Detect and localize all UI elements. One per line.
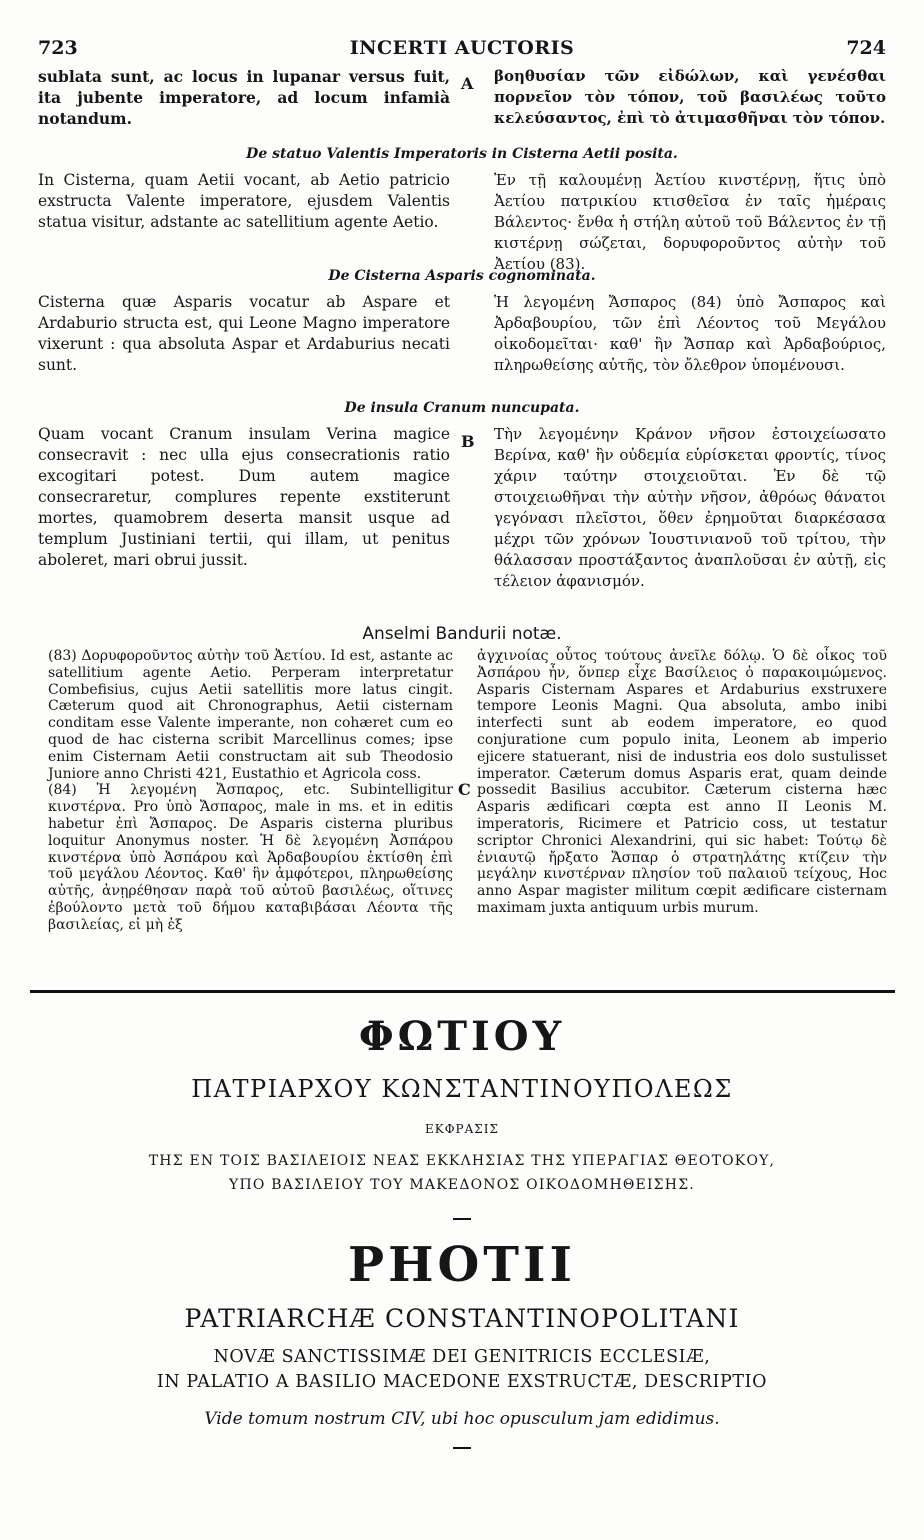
greek-text-continuation: βοηθυσίαν τῶν εἰδώλων, καὶ γενέσθαι πορνεῖον τὸν τόπον, τοῦ βασιλέως τοῦτο κελεύσαντος, ἐπὶ τὸ ἀτιμασθῆναι τὸν τόπον. bbox=[494, 67, 886, 127]
section-heading-valens: De statuo Valentis Imperatoris in Cisterna Aetii posita. bbox=[246, 146, 678, 162]
running-head: INCERTI AUCTORIS bbox=[349, 37, 575, 59]
latin-text-aspar: Cisterna quæ Asparis vocatur ab Aspare et Ardaburio structa est, qui Leone Magno imperatore vixerunt : qua absoluta Aspar et Ardaburius necati sunt. bbox=[38, 293, 450, 374]
greek-text-cranum: Τὴν λεγομένην Κράνον νῆσον ἐστοιχείωσατο Βερίνα, καθ' ἣν οὐδεμία εὑρίσκεται φροντίς, τίνος χάριν ταύτην στοιχειοῦται. Ἐν δὲ τῷ στοιχειωθῆναι τὴν αὐτὴν νῆσον, ἀθρόως θάνατοι γεγόνασι πλεῖστοι, ὅθεν ἐρημοῦται διαρκέσασα μέχρι τῶν χρόνων Ἰουστινιανοῦ τοῦ τρίτου, τὴν θάλασσαν προστάξαντος ἀναπλοῦσαι ἐν αὐτῇ, εἰς τέλειον ἀφανισμόν. bbox=[494, 425, 886, 590]
greek-text-aspar: Ἡ λεγομένη Ἄσπαρος (84) ὑπὸ Ἄσπαρος καὶ Ἀρδαβουρίου, τῶν ἐπὶ Λέοντος τοῦ Μεγάλου οἰκοδομεῖται· καθ' ἣν Ἄσπαρ καὶ Ἀρδαβούριος, πληρωθείσης αὐτῆς, τὸν ὄλεθρον ὑπομένουσι. bbox=[494, 293, 886, 374]
latin-text-valens: In Cisterna, quam Aetii vocant, ab Aetio patricio exstructa Valente imperatore, ejusdem Valentis statua visitur, adstante ac satellitium agente Aetio. bbox=[38, 171, 450, 231]
latin-author-title: PATRIARCHÆ CONSTANTINOPOLITANI bbox=[184, 1304, 740, 1333]
greek-text-valens: Ἐν τῇ καλουμένῃ Ἀετίου κινστέρνῃ, ἥτις ὑπὸ Ἀετίου πατρικίου κτισθεῖσα ἐν ταῖς ἡμέραις Βάλεντος· ἔνθα ἡ στήλη αὐτοῦ τοῦ Βάλεντος ἐν τῇ κιστέρνῃ σώζεται, δορυφοροῦντος αὐτὴν τοῦ Ἀετίου (83). bbox=[494, 171, 886, 273]
section-heading-cranum: De insula Cranum nuncupata. bbox=[344, 400, 580, 416]
separator-rule bbox=[30, 990, 895, 993]
latin-text-continuation: sublata sunt, ac locus in lupanar versus fuit, ita jubente imperatore, ad locum infamià notandum. bbox=[38, 67, 450, 128]
section-heading-aspar: De Cisterna Asparis cognominata. bbox=[328, 268, 596, 284]
greek-work-label: ΕΚΦΡΑΣΙΣ bbox=[424, 1122, 499, 1136]
greek-author-name: ΦΩΤΙΟΥ bbox=[358, 1013, 566, 1060]
page-number-left: 723 bbox=[38, 37, 78, 59]
page-number-right: 724 bbox=[846, 37, 886, 59]
editorial-note: Vide tomum nostrum CIV, ubi hoc opusculum jam edidimus. bbox=[204, 1409, 720, 1429]
latin-work-description-line-2: IN PALATIO A BASILIO MACEDONE EXSTRUCTÆ, DESCRIPTIO bbox=[156, 1372, 768, 1392]
latin-work-description-line-1: NOVÆ SANCTISSIMÆ DEI GENITRICIS ECCLESIÆ, bbox=[213, 1347, 711, 1367]
notes-title: Anselmi Bandurii notæ. bbox=[362, 624, 562, 644]
greek-work-description-line-1: ΤΗΣ ΕΝ ΤΟΙΣ ΒΑΣΙΛΕΙΟΙΣ ΝΕΑΣ ΕΚΚΛΗΣΙΑΣ ΤΗΣ ΥΠΕΡΑΓΙΑΣ ΘΕΟΤΟΚΟΥ, bbox=[148, 1153, 776, 1169]
greek-work-description-line-2: ΥΠΟ ΒΑΣΙΛΕΙΟΥ ΤΟΥ ΜΑΚΕΔΟΝΟΣ ΟΙΚΟΔΟΜΗΘΕΙΣΗΣ. bbox=[229, 1177, 695, 1193]
divider-dash-2 bbox=[453, 1447, 471, 1449]
notes-left-column: (83) Δορυφοροῦντος αὐτὴν τοῦ Ἀετίου. Id est, astante ac satellitium agente Aetio. Perperam interpretatur Combefisius, cujus Aetii satellitis more latus cingit. Cæterum quod ait Chronographus, Aetii cisternam conditam esse Valente imperante, non cohæret cum eo quod de hac cisterna scribit Marcellinus comes; ipse enim Cisternam Aetii constructam ait sub Theodosio Juniore anno Christi 421, Eustathio et Agricola coss. (84) Ἡ λεγομένη Ἄσπαρος, etc. Subintelligitur κινστέρνα. Pro ὑπὸ Ἄσπαρος, male in ms. et in editis habetur ἐπὶ Ἄσπαρος. De Asparis cisterna pluribus loquitur Anonymus noster. Ἡ δὲ λεγομένη Ἀσπάρου κινστέρνα ὑπὸ Ἀσπάρου καὶ Ἀρδαβουρίου ἐκτίσθη ἐπὶ τοῦ μεγάλου Λέοντος. Καθ' ἣν ἀμφότεροι, πληρωθείσης αὐτῆς, ἀνῃρέθησαν παρὰ τοῦ αὐτοῦ βασιλέως, οἵτινες ἐβούλοντο μετὰ τοῦ δήμου καταβιβάσαι Λέοντα τῆς βασιλείας, εἰ μὴ ἐξ bbox=[48, 648, 453, 933]
divider-dash-1 bbox=[453, 1218, 471, 1220]
greek-author-title: ΠΑΤΡΙΑΡΧΟΥ ΚΩΝΣΤΑΝΤΙΝΟΥΠΟΛΕΩΣ bbox=[191, 1075, 733, 1103]
latin-text-cranum: Quam vocant Cranum insulam Verina magice consecravit : nec ulla ejus consecrationis ratio excogitari potest. Dum autem magice consecraretur, complures repente exstiterunt mortes, quamobrem deserta mansit usque ad templum Justiniani tertii, qui illam, ut penitus aboleret, mari obrui jussit. bbox=[38, 425, 450, 569]
latin-author-name: PHOTII bbox=[348, 1237, 576, 1293]
notes-right-column: ἀγχινοίας οὗτος τούτους ἀνεῖλε δόλῳ. Ὁ δὲ οἶκος τοῦ Ἀσπάρου ἦν, ὅνπερ εἶχε Βασίλειος ὁ παρακοιμώμενος. Asparis Cisternam Aspares et Ardaburius exstruxere tempore Leonis Magni. Qua absoluta, ambo inibi interfecti sunt ab eodem imperatore, eo quod conjuratione cum populo inita, Leonem ab imperio ejicere statuerant, nisi de industria eos dolo sustulisset imperator. Cæterum domus Asparis erat, quam deinde possedit Basilius accubitor. Cæterum cisterna hæc Asparis ædificari cœpta est anno II Leonis M. imperatoris, Ricimere et Patricio coss, ut testatur scriptor Chronici Alexandrini, qui sic habet: Τούτῳ δὲ ἐνιαυτῷ ἤρξατο Ἄσπαρ ὁ στρατηλάτης κτίζειν τὴν μεγάλην κινστέρναν πλησίον τοῦ παλαιοῦ τείχους, Hoc anno Aspar magister militum cœpit ædificare cisternam maximam juxta antiquum urbis murum. bbox=[477, 648, 887, 916]
margin-marker-c: C bbox=[458, 780, 471, 799]
margin-marker-b: B bbox=[461, 432, 475, 451]
margin-marker-a: A bbox=[461, 74, 474, 93]
